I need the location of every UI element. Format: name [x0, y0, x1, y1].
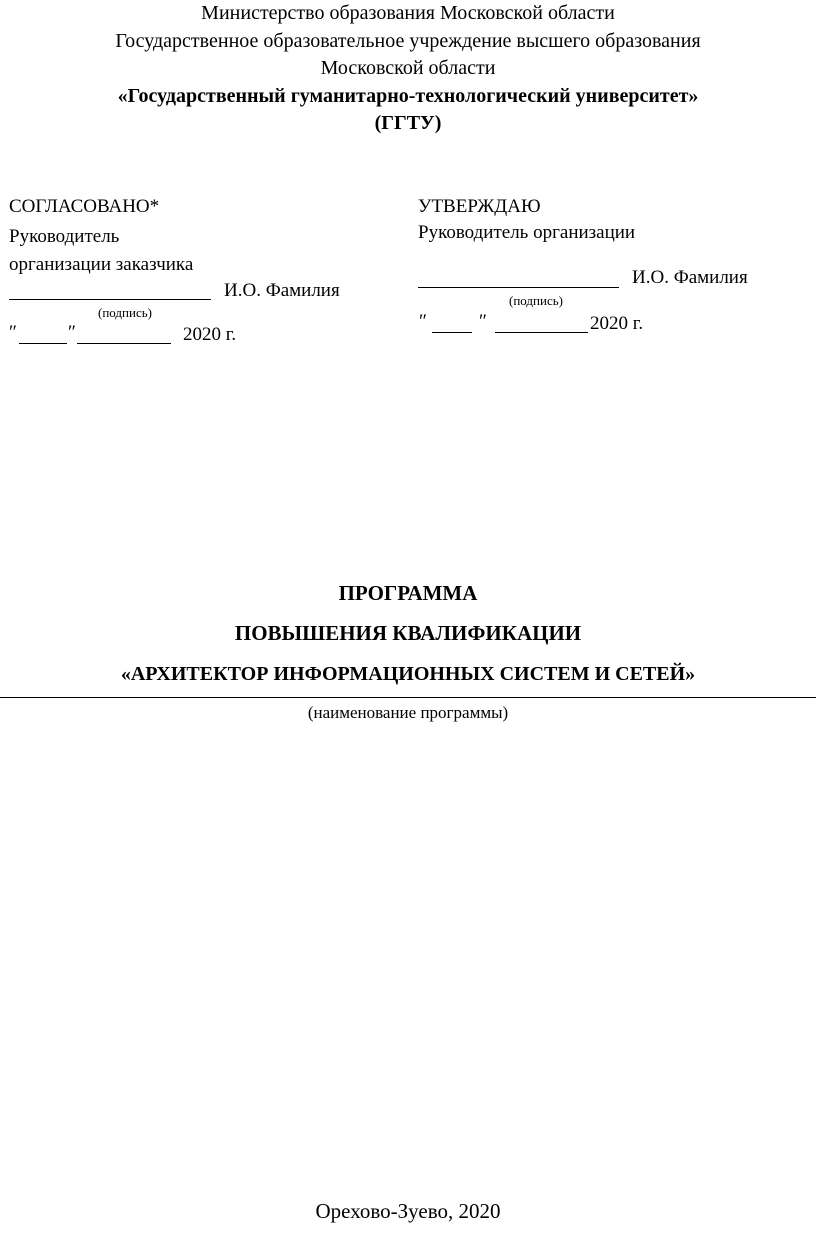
place-and-year: Орехово-Зуево, 2020	[315, 1199, 501, 1223]
program-name: «АРХИТЕКТОР ИНФОРМАЦИОННЫХ СИСТЕМ И СЕТЕЙ»	[120, 663, 696, 685]
date-day-line-left	[19, 343, 67, 344]
date-quote-close-right: ″	[479, 311, 487, 332]
date-month-line-right	[495, 332, 588, 333]
date-quote-open-right: ″	[419, 311, 427, 332]
program-name-caption: (наименование программы)	[307, 703, 509, 722]
approver-name-left: И.О. Фамилия	[224, 280, 340, 301]
ministry-line: Министерство образования Московской области	[201, 2, 615, 24]
university-name: «Государственный гуманитарно-технологический университет»	[117, 85, 699, 107]
program-subtitle: ПОВЫШЕНИЯ КВАЛИФИКАЦИИ	[234, 621, 582, 645]
signature-line-right	[418, 287, 619, 288]
approver-role-left: Руководитель	[9, 226, 120, 247]
date-year-right: 2020 г.	[590, 313, 644, 334]
date-quote-open-left: ″	[9, 322, 17, 343]
program-title: ПРОГРАММА	[338, 581, 478, 605]
date-month-line-left	[77, 343, 171, 344]
approval-title-left: СОГЛАСОВАНО*	[9, 196, 160, 217]
date-quote-close-left: ″	[68, 322, 76, 343]
region-line: Московской области	[320, 57, 496, 79]
program-name-underline	[0, 697, 816, 698]
approver-organization-left: организации заказчика	[9, 254, 194, 275]
university-abbreviation: (ГГТУ)	[374, 112, 442, 134]
date-year-left: 2020 г.	[183, 324, 237, 345]
signature-line-left	[9, 299, 211, 300]
institution-type-line: Государственное образовательное учреждение высшего образования	[115, 30, 701, 52]
approver-role-right: Руководитель организации	[418, 222, 636, 243]
signature-caption-left: (подпись)	[98, 305, 152, 320]
approver-name-right: И.О. Фамилия	[632, 267, 748, 288]
approval-title-right: УТВЕРЖДАЮ	[418, 196, 541, 217]
date-day-line-right	[432, 332, 472, 333]
signature-caption-right: (подпись)	[509, 293, 563, 308]
